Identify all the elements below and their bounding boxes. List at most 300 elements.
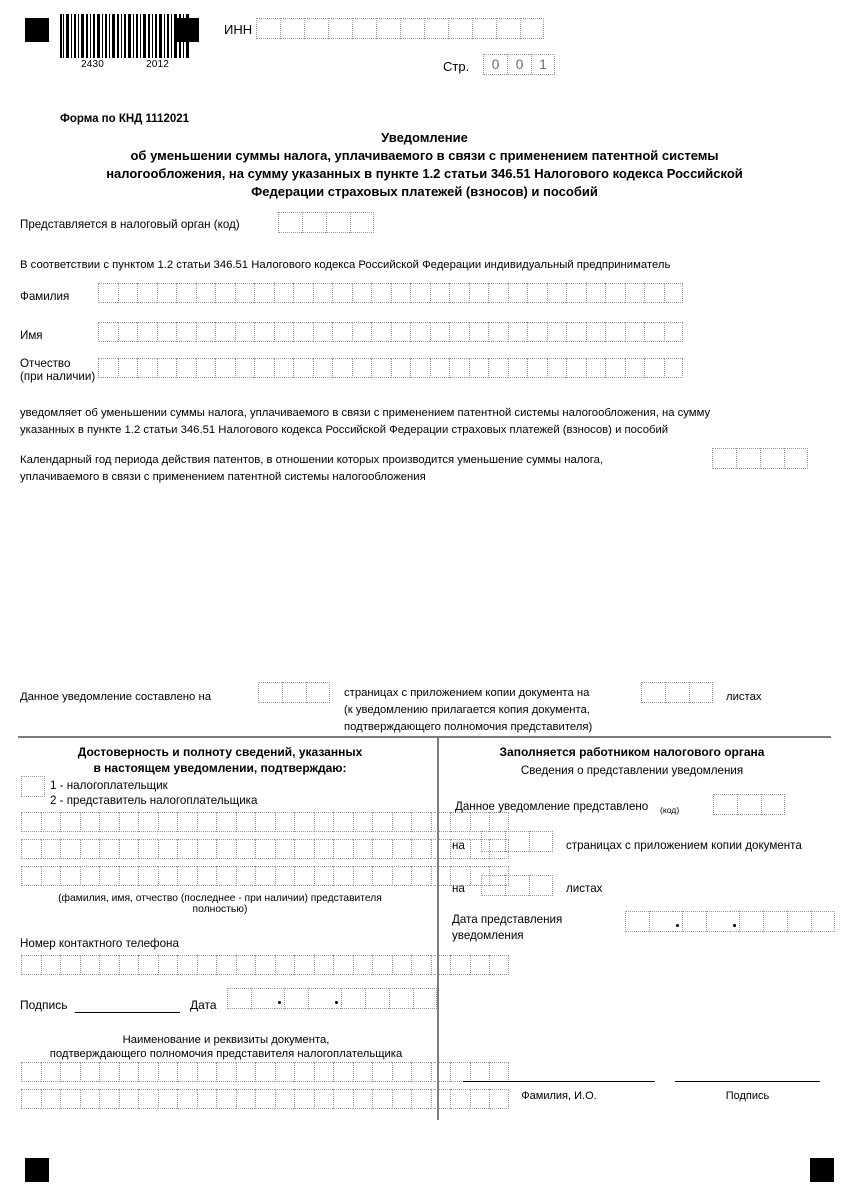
input-cell[interactable] bbox=[294, 839, 314, 859]
input-cell[interactable] bbox=[352, 18, 376, 39]
input-cell[interactable] bbox=[424, 18, 448, 39]
input-cell[interactable] bbox=[365, 988, 389, 1009]
page-number-input[interactable] bbox=[483, 54, 555, 75]
office-date-input[interactable] bbox=[625, 911, 835, 932]
input-cell[interactable] bbox=[304, 18, 328, 39]
input-cell[interactable] bbox=[138, 812, 158, 832]
input-cell[interactable] bbox=[60, 1062, 80, 1082]
input-cell[interactable] bbox=[21, 776, 45, 797]
input-cell[interactable] bbox=[352, 358, 372, 378]
input-cell[interactable] bbox=[99, 1089, 119, 1109]
input-cell[interactable] bbox=[314, 866, 334, 886]
input-cell[interactable] bbox=[255, 812, 275, 832]
input-cell[interactable] bbox=[489, 1062, 509, 1082]
input-cell[interactable] bbox=[508, 322, 528, 342]
input-cell[interactable] bbox=[138, 1062, 158, 1082]
input-cell[interactable] bbox=[328, 18, 352, 39]
input-cell[interactable] bbox=[99, 839, 119, 859]
input-cell[interactable] bbox=[314, 1089, 334, 1109]
input-cell[interactable] bbox=[391, 283, 411, 303]
input-cell[interactable] bbox=[60, 1089, 80, 1109]
representative-name-row[interactable] bbox=[21, 839, 509, 859]
input-cell[interactable] bbox=[625, 283, 645, 303]
input-cell[interactable] bbox=[197, 866, 217, 886]
input-cell[interactable] bbox=[712, 448, 736, 469]
input-cell[interactable] bbox=[496, 18, 520, 39]
input-cell[interactable] bbox=[332, 283, 352, 303]
input-cell[interactable] bbox=[41, 812, 61, 832]
input-cell[interactable] bbox=[138, 955, 158, 975]
input-cell[interactable] bbox=[332, 322, 352, 342]
input-cell[interactable] bbox=[333, 866, 353, 886]
input-cell[interactable] bbox=[138, 1089, 158, 1109]
input-cell[interactable] bbox=[450, 955, 470, 975]
phone-input[interactable] bbox=[21, 955, 509, 975]
input-cell[interactable] bbox=[80, 866, 100, 886]
input-cell[interactable] bbox=[119, 955, 139, 975]
input-cell[interactable] bbox=[99, 812, 119, 832]
input-cell[interactable] bbox=[372, 812, 392, 832]
input-cell[interactable] bbox=[430, 283, 450, 303]
input-cell[interactable] bbox=[664, 358, 684, 378]
input-cell[interactable] bbox=[41, 955, 61, 975]
signature-line[interactable] bbox=[75, 1012, 180, 1013]
input-cell[interactable] bbox=[333, 1089, 353, 1109]
input-cell[interactable] bbox=[274, 322, 294, 342]
input-cell[interactable] bbox=[60, 812, 80, 832]
input-cell[interactable] bbox=[430, 322, 450, 342]
input-cell[interactable] bbox=[137, 322, 157, 342]
input-cell[interactable] bbox=[566, 283, 586, 303]
input-cell[interactable] bbox=[119, 839, 139, 859]
input-cell[interactable] bbox=[314, 1062, 334, 1082]
input-cell[interactable] bbox=[333, 812, 353, 832]
input-cell[interactable] bbox=[119, 1089, 139, 1109]
input-cell[interactable] bbox=[158, 1062, 178, 1082]
input-cell[interactable] bbox=[254, 358, 274, 378]
input-cell[interactable] bbox=[605, 322, 625, 342]
input-cell[interactable] bbox=[158, 1089, 178, 1109]
calendar-year-input[interactable] bbox=[712, 448, 808, 469]
input-cell[interactable]: 0 bbox=[507, 54, 531, 75]
input-cell[interactable] bbox=[736, 448, 760, 469]
input-cell[interactable] bbox=[177, 839, 197, 859]
input-cell[interactable] bbox=[275, 1062, 295, 1082]
input-cell[interactable] bbox=[294, 1089, 314, 1109]
input-cell[interactable] bbox=[98, 358, 118, 378]
input-cell[interactable] bbox=[449, 358, 469, 378]
input-cell[interactable] bbox=[215, 358, 235, 378]
input-cell[interactable] bbox=[353, 1089, 373, 1109]
pages-count-input[interactable] bbox=[258, 682, 330, 703]
input-cell[interactable] bbox=[505, 831, 529, 852]
input-cell[interactable] bbox=[737, 794, 761, 815]
input-cell[interactable] bbox=[763, 911, 787, 932]
input-cell[interactable] bbox=[448, 18, 472, 39]
input-cell[interactable]: 0 bbox=[483, 54, 507, 75]
input-cell[interactable] bbox=[119, 1062, 139, 1082]
input-cell[interactable] bbox=[215, 283, 235, 303]
input-cell[interactable] bbox=[508, 283, 528, 303]
input-cell[interactable] bbox=[400, 18, 424, 39]
input-cell[interactable] bbox=[21, 866, 41, 886]
confirmer-type-input[interactable] bbox=[21, 776, 45, 797]
input-cell[interactable] bbox=[488, 358, 508, 378]
input-cell[interactable] bbox=[137, 283, 157, 303]
input-cell[interactable] bbox=[392, 1089, 412, 1109]
input-cell[interactable] bbox=[450, 1062, 470, 1082]
input-cell[interactable] bbox=[313, 322, 333, 342]
input-cell[interactable] bbox=[784, 448, 808, 469]
input-cell[interactable] bbox=[278, 212, 302, 233]
input-cell[interactable] bbox=[41, 866, 61, 886]
input-cell[interactable] bbox=[739, 911, 763, 932]
input-cell[interactable] bbox=[410, 358, 430, 378]
input-cell[interactable] bbox=[488, 283, 508, 303]
input-cell[interactable] bbox=[216, 812, 236, 832]
input-cell[interactable] bbox=[811, 911, 835, 932]
input-cell[interactable] bbox=[469, 322, 489, 342]
input-cell[interactable] bbox=[411, 955, 431, 975]
input-cell[interactable] bbox=[197, 955, 217, 975]
input-cell[interactable] bbox=[157, 283, 177, 303]
input-cell[interactable] bbox=[371, 283, 391, 303]
document-details-row[interactable] bbox=[21, 1089, 509, 1109]
input-cell[interactable] bbox=[586, 358, 606, 378]
input-cell[interactable] bbox=[158, 955, 178, 975]
input-cell[interactable] bbox=[21, 1089, 41, 1109]
input-cell[interactable] bbox=[118, 322, 138, 342]
input-cell[interactable] bbox=[254, 283, 274, 303]
input-cell[interactable] bbox=[411, 1089, 431, 1109]
input-cell[interactable] bbox=[410, 322, 430, 342]
inn-input[interactable] bbox=[256, 18, 544, 39]
representative-name-row[interactable] bbox=[21, 812, 509, 832]
input-cell[interactable] bbox=[352, 322, 372, 342]
input-cell[interactable] bbox=[392, 866, 412, 886]
input-cell[interactable] bbox=[60, 839, 80, 859]
input-cell[interactable] bbox=[761, 794, 785, 815]
input-cell[interactable] bbox=[294, 866, 314, 886]
input-cell[interactable] bbox=[391, 322, 411, 342]
input-cell[interactable] bbox=[689, 682, 713, 703]
input-cell[interactable] bbox=[215, 322, 235, 342]
office-sheets-input[interactable] bbox=[481, 875, 553, 896]
input-cell[interactable] bbox=[236, 1089, 256, 1109]
input-cell[interactable] bbox=[284, 988, 308, 1009]
input-cell[interactable] bbox=[99, 955, 119, 975]
submitted-code-input[interactable] bbox=[713, 794, 785, 815]
input-cell[interactable] bbox=[450, 812, 470, 832]
input-cell[interactable] bbox=[586, 283, 606, 303]
input-cell[interactable] bbox=[60, 955, 80, 975]
input-cell[interactable] bbox=[80, 1089, 100, 1109]
input-cell[interactable] bbox=[280, 18, 304, 39]
input-cell[interactable] bbox=[505, 875, 529, 896]
input-cell[interactable] bbox=[21, 955, 41, 975]
input-cell[interactable] bbox=[255, 839, 275, 859]
office-pages-input[interactable] bbox=[481, 831, 553, 852]
input-cell[interactable] bbox=[706, 911, 730, 932]
input-cell[interactable] bbox=[326, 212, 350, 233]
input-cell[interactable] bbox=[176, 322, 196, 342]
input-cell[interactable] bbox=[258, 682, 282, 703]
input-cell[interactable] bbox=[216, 866, 236, 886]
input-cell[interactable] bbox=[177, 812, 197, 832]
input-cell[interactable] bbox=[529, 875, 553, 896]
input-cell[interactable] bbox=[177, 1089, 197, 1109]
input-cell[interactable] bbox=[177, 866, 197, 886]
input-cell[interactable] bbox=[255, 955, 275, 975]
input-cell[interactable] bbox=[80, 1062, 100, 1082]
input-cell[interactable] bbox=[431, 955, 451, 975]
input-cell[interactable] bbox=[158, 812, 178, 832]
input-cell[interactable] bbox=[293, 322, 313, 342]
input-cell[interactable] bbox=[176, 358, 196, 378]
input-cell[interactable] bbox=[411, 1062, 431, 1082]
surname-input[interactable] bbox=[98, 283, 683, 303]
input-cell[interactable] bbox=[196, 358, 216, 378]
input-cell[interactable] bbox=[411, 866, 431, 886]
input-cell[interactable] bbox=[119, 866, 139, 886]
input-cell[interactable] bbox=[333, 955, 353, 975]
input-cell[interactable] bbox=[216, 839, 236, 859]
input-cell[interactable] bbox=[41, 1089, 61, 1109]
input-cell[interactable] bbox=[489, 955, 509, 975]
firstname-input[interactable] bbox=[98, 322, 683, 342]
input-cell[interactable] bbox=[353, 812, 373, 832]
input-cell[interactable] bbox=[293, 283, 313, 303]
input-cell[interactable] bbox=[389, 988, 413, 1009]
input-cell[interactable] bbox=[274, 358, 294, 378]
input-cell[interactable] bbox=[98, 322, 118, 342]
input-cell[interactable] bbox=[99, 1062, 119, 1082]
input-cell[interactable] bbox=[410, 283, 430, 303]
input-cell[interactable] bbox=[294, 812, 314, 832]
patronymic-input[interactable] bbox=[98, 358, 683, 378]
input-cell[interactable] bbox=[157, 322, 177, 342]
input-cell[interactable] bbox=[353, 866, 373, 886]
input-cell[interactable] bbox=[333, 1062, 353, 1082]
input-cell[interactable] bbox=[411, 839, 431, 859]
input-cell[interactable] bbox=[353, 955, 373, 975]
input-cell[interactable] bbox=[293, 358, 313, 378]
input-cell[interactable] bbox=[251, 988, 275, 1009]
input-cell[interactable] bbox=[80, 839, 100, 859]
input-cell[interactable] bbox=[566, 358, 586, 378]
input-cell[interactable] bbox=[275, 1089, 295, 1109]
input-cell[interactable] bbox=[469, 358, 489, 378]
input-cell[interactable] bbox=[392, 1062, 412, 1082]
input-cell[interactable] bbox=[372, 839, 392, 859]
input-cell[interactable] bbox=[80, 955, 100, 975]
input-cell[interactable] bbox=[605, 358, 625, 378]
input-cell[interactable] bbox=[449, 283, 469, 303]
input-cell[interactable] bbox=[314, 955, 334, 975]
input-cell[interactable] bbox=[481, 831, 505, 852]
input-cell[interactable] bbox=[236, 955, 256, 975]
input-cell[interactable] bbox=[21, 839, 41, 859]
input-cell[interactable] bbox=[649, 911, 673, 932]
input-cell[interactable] bbox=[372, 1089, 392, 1109]
input-cell[interactable] bbox=[197, 1089, 217, 1109]
input-cell[interactable] bbox=[275, 839, 295, 859]
input-cell[interactable] bbox=[713, 794, 737, 815]
input-cell[interactable] bbox=[787, 911, 811, 932]
input-cell[interactable] bbox=[641, 682, 665, 703]
input-cell[interactable] bbox=[216, 1089, 236, 1109]
input-cell[interactable] bbox=[275, 812, 295, 832]
input-cell[interactable] bbox=[376, 18, 400, 39]
input-cell[interactable] bbox=[392, 839, 412, 859]
sheets-count-input[interactable] bbox=[641, 682, 713, 703]
input-cell[interactable] bbox=[41, 839, 61, 859]
input-cell[interactable] bbox=[41, 1062, 61, 1082]
input-cell[interactable] bbox=[196, 322, 216, 342]
input-cell[interactable] bbox=[431, 812, 451, 832]
input-cell[interactable] bbox=[138, 839, 158, 859]
input-cell[interactable] bbox=[138, 866, 158, 886]
input-cell[interactable] bbox=[527, 358, 547, 378]
input-cell[interactable] bbox=[430, 358, 450, 378]
input-cell[interactable] bbox=[431, 1062, 451, 1082]
input-cell[interactable] bbox=[520, 18, 544, 39]
input-cell[interactable] bbox=[431, 1089, 451, 1109]
input-cell[interactable] bbox=[372, 866, 392, 886]
input-cell[interactable] bbox=[682, 911, 706, 932]
input-cell[interactable] bbox=[469, 283, 489, 303]
input-cell[interactable] bbox=[371, 358, 391, 378]
input-cell[interactable] bbox=[470, 955, 490, 975]
input-cell[interactable] bbox=[644, 283, 664, 303]
input-cell[interactable] bbox=[760, 448, 784, 469]
input-cell[interactable] bbox=[176, 283, 196, 303]
tax-authority-code-input[interactable] bbox=[278, 212, 374, 233]
input-cell[interactable] bbox=[644, 322, 664, 342]
input-cell[interactable] bbox=[353, 839, 373, 859]
input-cell[interactable] bbox=[547, 322, 567, 342]
input-cell[interactable] bbox=[118, 283, 138, 303]
input-cell[interactable] bbox=[302, 212, 326, 233]
input-cell[interactable] bbox=[21, 1062, 41, 1082]
input-cell[interactable] bbox=[21, 812, 41, 832]
input-cell[interactable] bbox=[353, 1062, 373, 1082]
input-cell[interactable] bbox=[392, 955, 412, 975]
input-cell[interactable] bbox=[235, 322, 255, 342]
input-cell[interactable] bbox=[196, 283, 216, 303]
input-cell[interactable] bbox=[625, 358, 645, 378]
input-cell[interactable] bbox=[274, 283, 294, 303]
input-cell[interactable] bbox=[411, 812, 431, 832]
input-cell[interactable] bbox=[431, 866, 451, 886]
input-cell[interactable] bbox=[665, 682, 689, 703]
input-cell[interactable] bbox=[294, 955, 314, 975]
input-cell[interactable]: 1 bbox=[531, 54, 555, 75]
input-cell[interactable] bbox=[314, 812, 334, 832]
input-cell[interactable] bbox=[470, 1062, 490, 1082]
input-cell[interactable] bbox=[255, 1089, 275, 1109]
input-cell[interactable] bbox=[235, 283, 255, 303]
input-cell[interactable] bbox=[431, 839, 451, 859]
input-cell[interactable] bbox=[391, 358, 411, 378]
input-cell[interactable] bbox=[566, 322, 586, 342]
input-cell[interactable] bbox=[470, 812, 490, 832]
input-cell[interactable] bbox=[413, 988, 437, 1009]
input-cell[interactable] bbox=[216, 955, 236, 975]
input-cell[interactable] bbox=[227, 988, 251, 1009]
input-cell[interactable] bbox=[255, 1062, 275, 1082]
input-cell[interactable] bbox=[314, 839, 334, 859]
input-cell[interactable] bbox=[275, 866, 295, 886]
input-cell[interactable] bbox=[586, 322, 606, 342]
input-cell[interactable] bbox=[332, 358, 352, 378]
input-cell[interactable] bbox=[625, 911, 649, 932]
input-cell[interactable] bbox=[80, 812, 100, 832]
input-cell[interactable] bbox=[392, 812, 412, 832]
input-cell[interactable] bbox=[449, 322, 469, 342]
input-cell[interactable] bbox=[256, 18, 280, 39]
input-cell[interactable] bbox=[216, 1062, 236, 1082]
input-cell[interactable] bbox=[527, 322, 547, 342]
input-cell[interactable] bbox=[99, 866, 119, 886]
input-cell[interactable] bbox=[472, 18, 496, 39]
input-cell[interactable] bbox=[313, 358, 333, 378]
input-cell[interactable] bbox=[306, 682, 330, 703]
input-cell[interactable] bbox=[664, 283, 684, 303]
input-cell[interactable] bbox=[236, 839, 256, 859]
input-cell[interactable] bbox=[371, 322, 391, 342]
input-cell[interactable] bbox=[60, 866, 80, 886]
document-details-row[interactable] bbox=[21, 1062, 509, 1082]
input-cell[interactable] bbox=[547, 283, 567, 303]
input-cell[interactable] bbox=[547, 358, 567, 378]
input-cell[interactable] bbox=[625, 322, 645, 342]
input-cell[interactable] bbox=[255, 866, 275, 886]
input-cell[interactable] bbox=[235, 358, 255, 378]
input-cell[interactable] bbox=[282, 682, 306, 703]
input-cell[interactable] bbox=[197, 1062, 217, 1082]
input-cell[interactable] bbox=[352, 283, 372, 303]
input-cell[interactable] bbox=[605, 283, 625, 303]
input-cell[interactable] bbox=[254, 322, 274, 342]
input-cell[interactable] bbox=[294, 1062, 314, 1082]
input-cell[interactable] bbox=[341, 988, 365, 1009]
input-cell[interactable] bbox=[137, 358, 157, 378]
input-cell[interactable] bbox=[158, 866, 178, 886]
input-cell[interactable] bbox=[508, 358, 528, 378]
input-cell[interactable] bbox=[527, 283, 547, 303]
input-cell[interactable] bbox=[313, 283, 333, 303]
input-cell[interactable] bbox=[177, 955, 197, 975]
input-cell[interactable] bbox=[236, 1062, 256, 1082]
input-cell[interactable] bbox=[333, 839, 353, 859]
input-cell[interactable] bbox=[372, 955, 392, 975]
input-cell[interactable] bbox=[350, 212, 374, 233]
input-cell[interactable] bbox=[157, 358, 177, 378]
input-cell[interactable] bbox=[488, 322, 508, 342]
input-cell[interactable] bbox=[372, 1062, 392, 1082]
input-cell[interactable] bbox=[236, 812, 256, 832]
input-cell[interactable] bbox=[119, 812, 139, 832]
input-cell[interactable] bbox=[529, 831, 553, 852]
input-cell[interactable] bbox=[308, 988, 332, 1009]
input-cell[interactable] bbox=[177, 1062, 197, 1082]
input-cell[interactable] bbox=[644, 358, 664, 378]
representative-name-row[interactable] bbox=[21, 866, 509, 886]
input-cell[interactable] bbox=[275, 955, 295, 975]
input-cell[interactable] bbox=[98, 283, 118, 303]
input-cell[interactable] bbox=[664, 322, 684, 342]
